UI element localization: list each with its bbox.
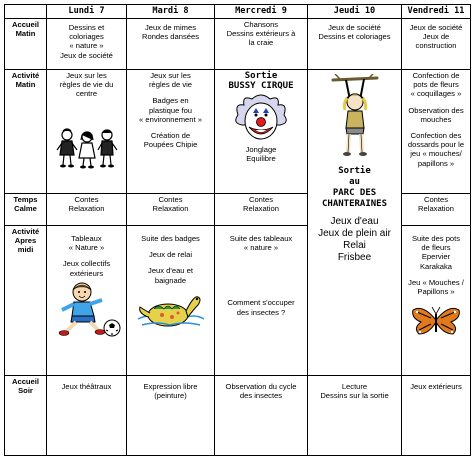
cell-temps-calme-mardi: Contes Relaxation <box>127 194 215 226</box>
cell-accueil-soir-jeudi: Lecture Dessins sur la sortie <box>308 376 402 456</box>
row-label-activite-apres-midi: Activité Apres midi <box>5 226 47 376</box>
boy-soccer-icon <box>52 280 122 338</box>
row-activite-matin <box>5 70 471 194</box>
header-row <box>5 5 471 19</box>
cell-accueil-matin-vendredi: Jeux de société Jeux de construction <box>402 19 471 70</box>
dinosaur-swimming-icon <box>136 287 206 331</box>
day-header-jeudi: Jeudi 10 <box>308 5 402 19</box>
butterfly-icon <box>411 304 461 338</box>
row-label-activite-matin: Activité Matin <box>5 70 47 194</box>
row-accueil-matin <box>5 19 471 70</box>
cell-activite-apres-midi-mercredi: Suite des tableaux « nature » Comment s'occuper des insectes ? <box>215 226 308 376</box>
row-temps-calme <box>5 194 471 226</box>
girl-hanging-branch-icon <box>331 74 379 158</box>
cell-accueil-matin-mardi: Jeux de mimes Rondes dansées <box>127 19 215 70</box>
row-accueil-soir <box>5 376 471 456</box>
row-label-accueil-matin: Accueil Matin <box>5 19 47 70</box>
row-label-temps-calme: Temps Calme <box>5 194 47 226</box>
cell-activite-matin-lundi: Jeux sur les règles de vie du centre <box>47 70 127 194</box>
day-header-vendredi: Vendredi 11 <box>402 5 471 19</box>
cell-temps-calme-vendredi: Contes Relaxation <box>402 194 471 226</box>
row-activite-apres-midi <box>5 226 471 376</box>
row-label-accueil-soir: Accueil Soir <box>5 376 47 456</box>
cell-activite-apres-midi-mardi: Suite des badges Jeux de relai Jeux d'eau et baignade <box>127 226 215 376</box>
cell-activite-apres-midi-lundi: Tableaux « Nature » Jeux collectifs extérieurs <box>47 226 127 376</box>
cell-accueil-soir-mercredi: Observation du cycle des insectes <box>215 376 308 456</box>
weekly-schedule-table <box>4 4 471 456</box>
clown-face-icon <box>234 93 288 143</box>
cell-activite-matin-mercredi: Sortie BUSSY CIRQUE Jonglage Equilibre <box>215 70 308 194</box>
cell-accueil-soir-vendredi: Jeux extérieurs <box>402 376 471 456</box>
day-header-lundi: Lundi 7 <box>47 5 127 19</box>
cell-accueil-matin-lundi: Dessins et coloriages « nature » Jeux de société <box>47 19 127 70</box>
cell-jeudi-sortie-parc: Sortie au PARC DES CHANTERAINES Jeux d'eau Jeux de plein air Relai Frisbee <box>308 70 402 376</box>
cell-accueil-soir-lundi: Jeux théâtraux <box>47 376 127 456</box>
cell-accueil-matin-jeudi: Jeux de société Dessins et coloriages <box>308 19 402 70</box>
cell-temps-calme-lundi: Contes Relaxation <box>47 194 127 226</box>
three-children-icon <box>55 125 119 169</box>
cell-activite-matin-mardi: Jeux sur les règles de vie Badges en plastique fou « environnement » Création de Poupées Chipie <box>127 70 215 194</box>
cell-activite-apres-midi-vendredi: Suite des pots de fleurs Epervier Karakaka Jeu « Mouches / Papillons » <box>402 226 471 376</box>
cell-activite-matin-vendredi: Confection de pots de fleurs « coquillages » Observation des mouches Confection des dossards pour le jeu « mouches/ papillons » <box>402 70 471 194</box>
day-header-mercredi: Mercredi 9 <box>215 5 308 19</box>
corner-cell <box>5 5 47 19</box>
day-header-mardi: Mardi 8 <box>127 5 215 19</box>
cell-accueil-soir-mardi: Expression libre (peinture) <box>127 376 215 456</box>
cell-accueil-matin-mercredi: Chansons Dessins extérieurs à la craie <box>215 19 308 70</box>
cell-temps-calme-mercredi: Contes Relaxation <box>215 194 308 226</box>
